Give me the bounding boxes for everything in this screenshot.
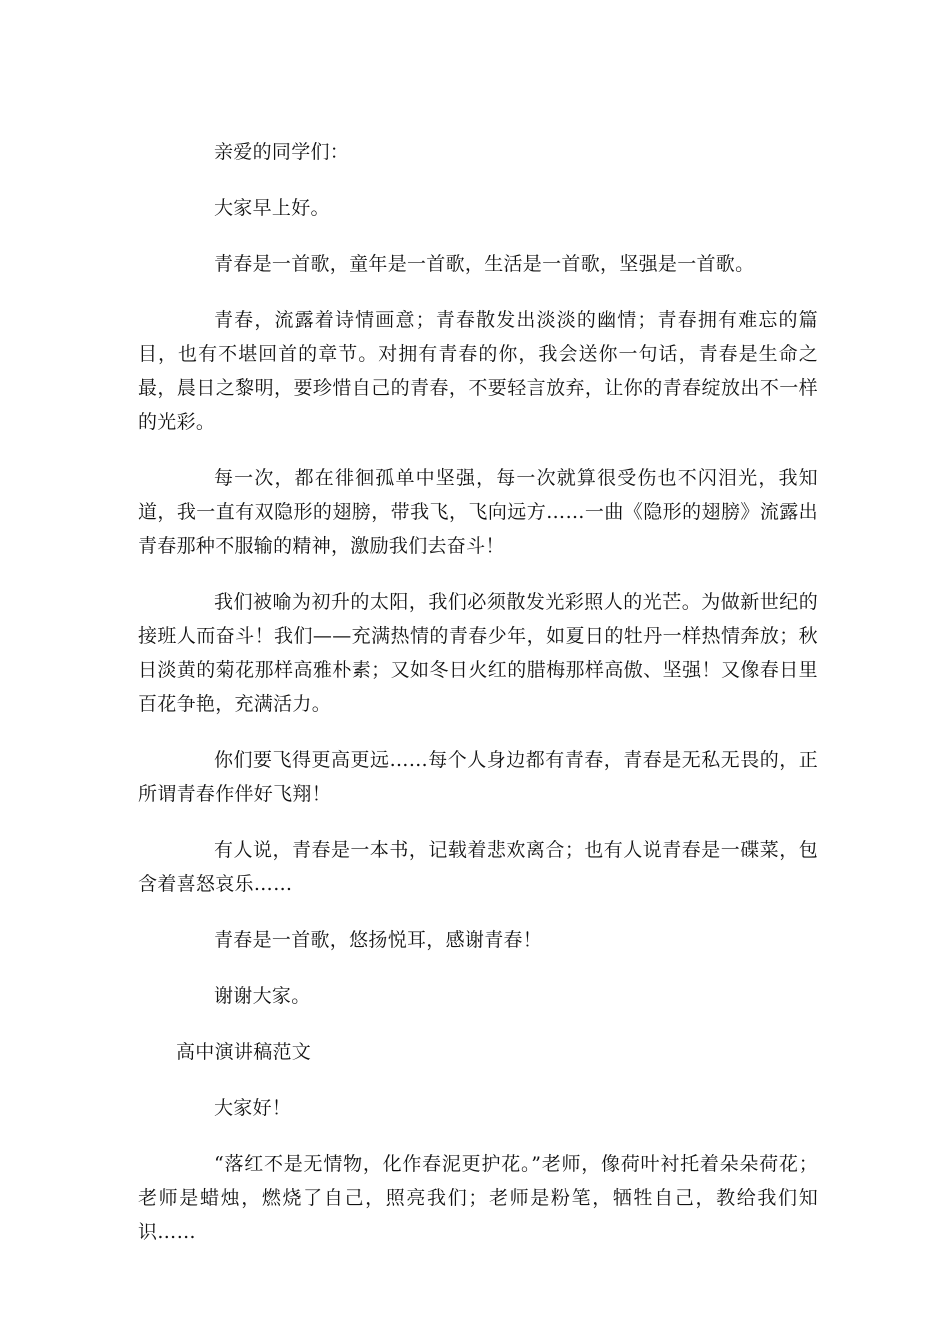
body-paragraph: 青春，流露着诗情画意；青春散发出淡淡的幽情；青春拥有难忘的篇目，也有不堪回首的章节。对拥有青春的你，我会送你一句话，青春是生命之最，晨日之黎明，要珍惜自己的青春，不要轻言放弃，让你的青春绽放出不一样的光彩。	[138, 309, 818, 433]
greeting-paragraph: 大家好！	[214, 1097, 292, 1119]
good-morning-paragraph: 大家早上好。	[214, 197, 330, 219]
body-paragraph: 青春是一首歌，悠扬悦耳，感谢青春！	[214, 929, 543, 951]
closing-paragraph: 谢谢大家。	[214, 985, 311, 1007]
body-paragraph: 青春是一首歌，童年是一首歌，生活是一首歌，坚强是一首歌。	[214, 253, 755, 275]
body-paragraph: “落红不是无情物，化作春泥更护花。”老师，像荷叶衬托着朵朵荷花；老师是蜡烛，燃烧了自己，照亮我们；老师是粉笔，牺牲自己，教给我们知识……	[138, 1153, 818, 1243]
body-paragraph: 每一次，都在徘徊孤单中坚强，每一次就算很受伤也不闪泪光，我知道，我一直有双隐形的翅膀，带我飞，飞向远方……一曲《隐形的翅膀》流露出青春那种不服输的精神，激励我们去奋斗！	[138, 467, 818, 557]
greeting-paragraph: 亲爱的同学们：	[214, 141, 350, 163]
body-paragraph: 有人说，青春是一本书，记载着悲欢离合；也有人说青春是一碟菜，包含着喜怒哀乐……	[138, 839, 818, 895]
body-paragraph: 你们要飞得更高更远……每个人身边都有青春，青春是无私无畏的，正所谓青春作伴好飞翔！	[138, 749, 818, 805]
section-heading: 高中演讲稿范文	[176, 1041, 312, 1063]
document-page	[138, 135, 818, 1271]
body-paragraph: 我们被喻为初升的太阳，我们必须散发光彩照人的光芒。为做新世纪的接班人而奋斗！我们——充满热情的青春少年，如夏日的牡丹一样热情奔放；秋日淡黄的菊花那样高雅朴素；又如冬日火红的腊梅那样高傲、坚强！又像春日里百花争艳，充满活力。	[138, 591, 818, 715]
